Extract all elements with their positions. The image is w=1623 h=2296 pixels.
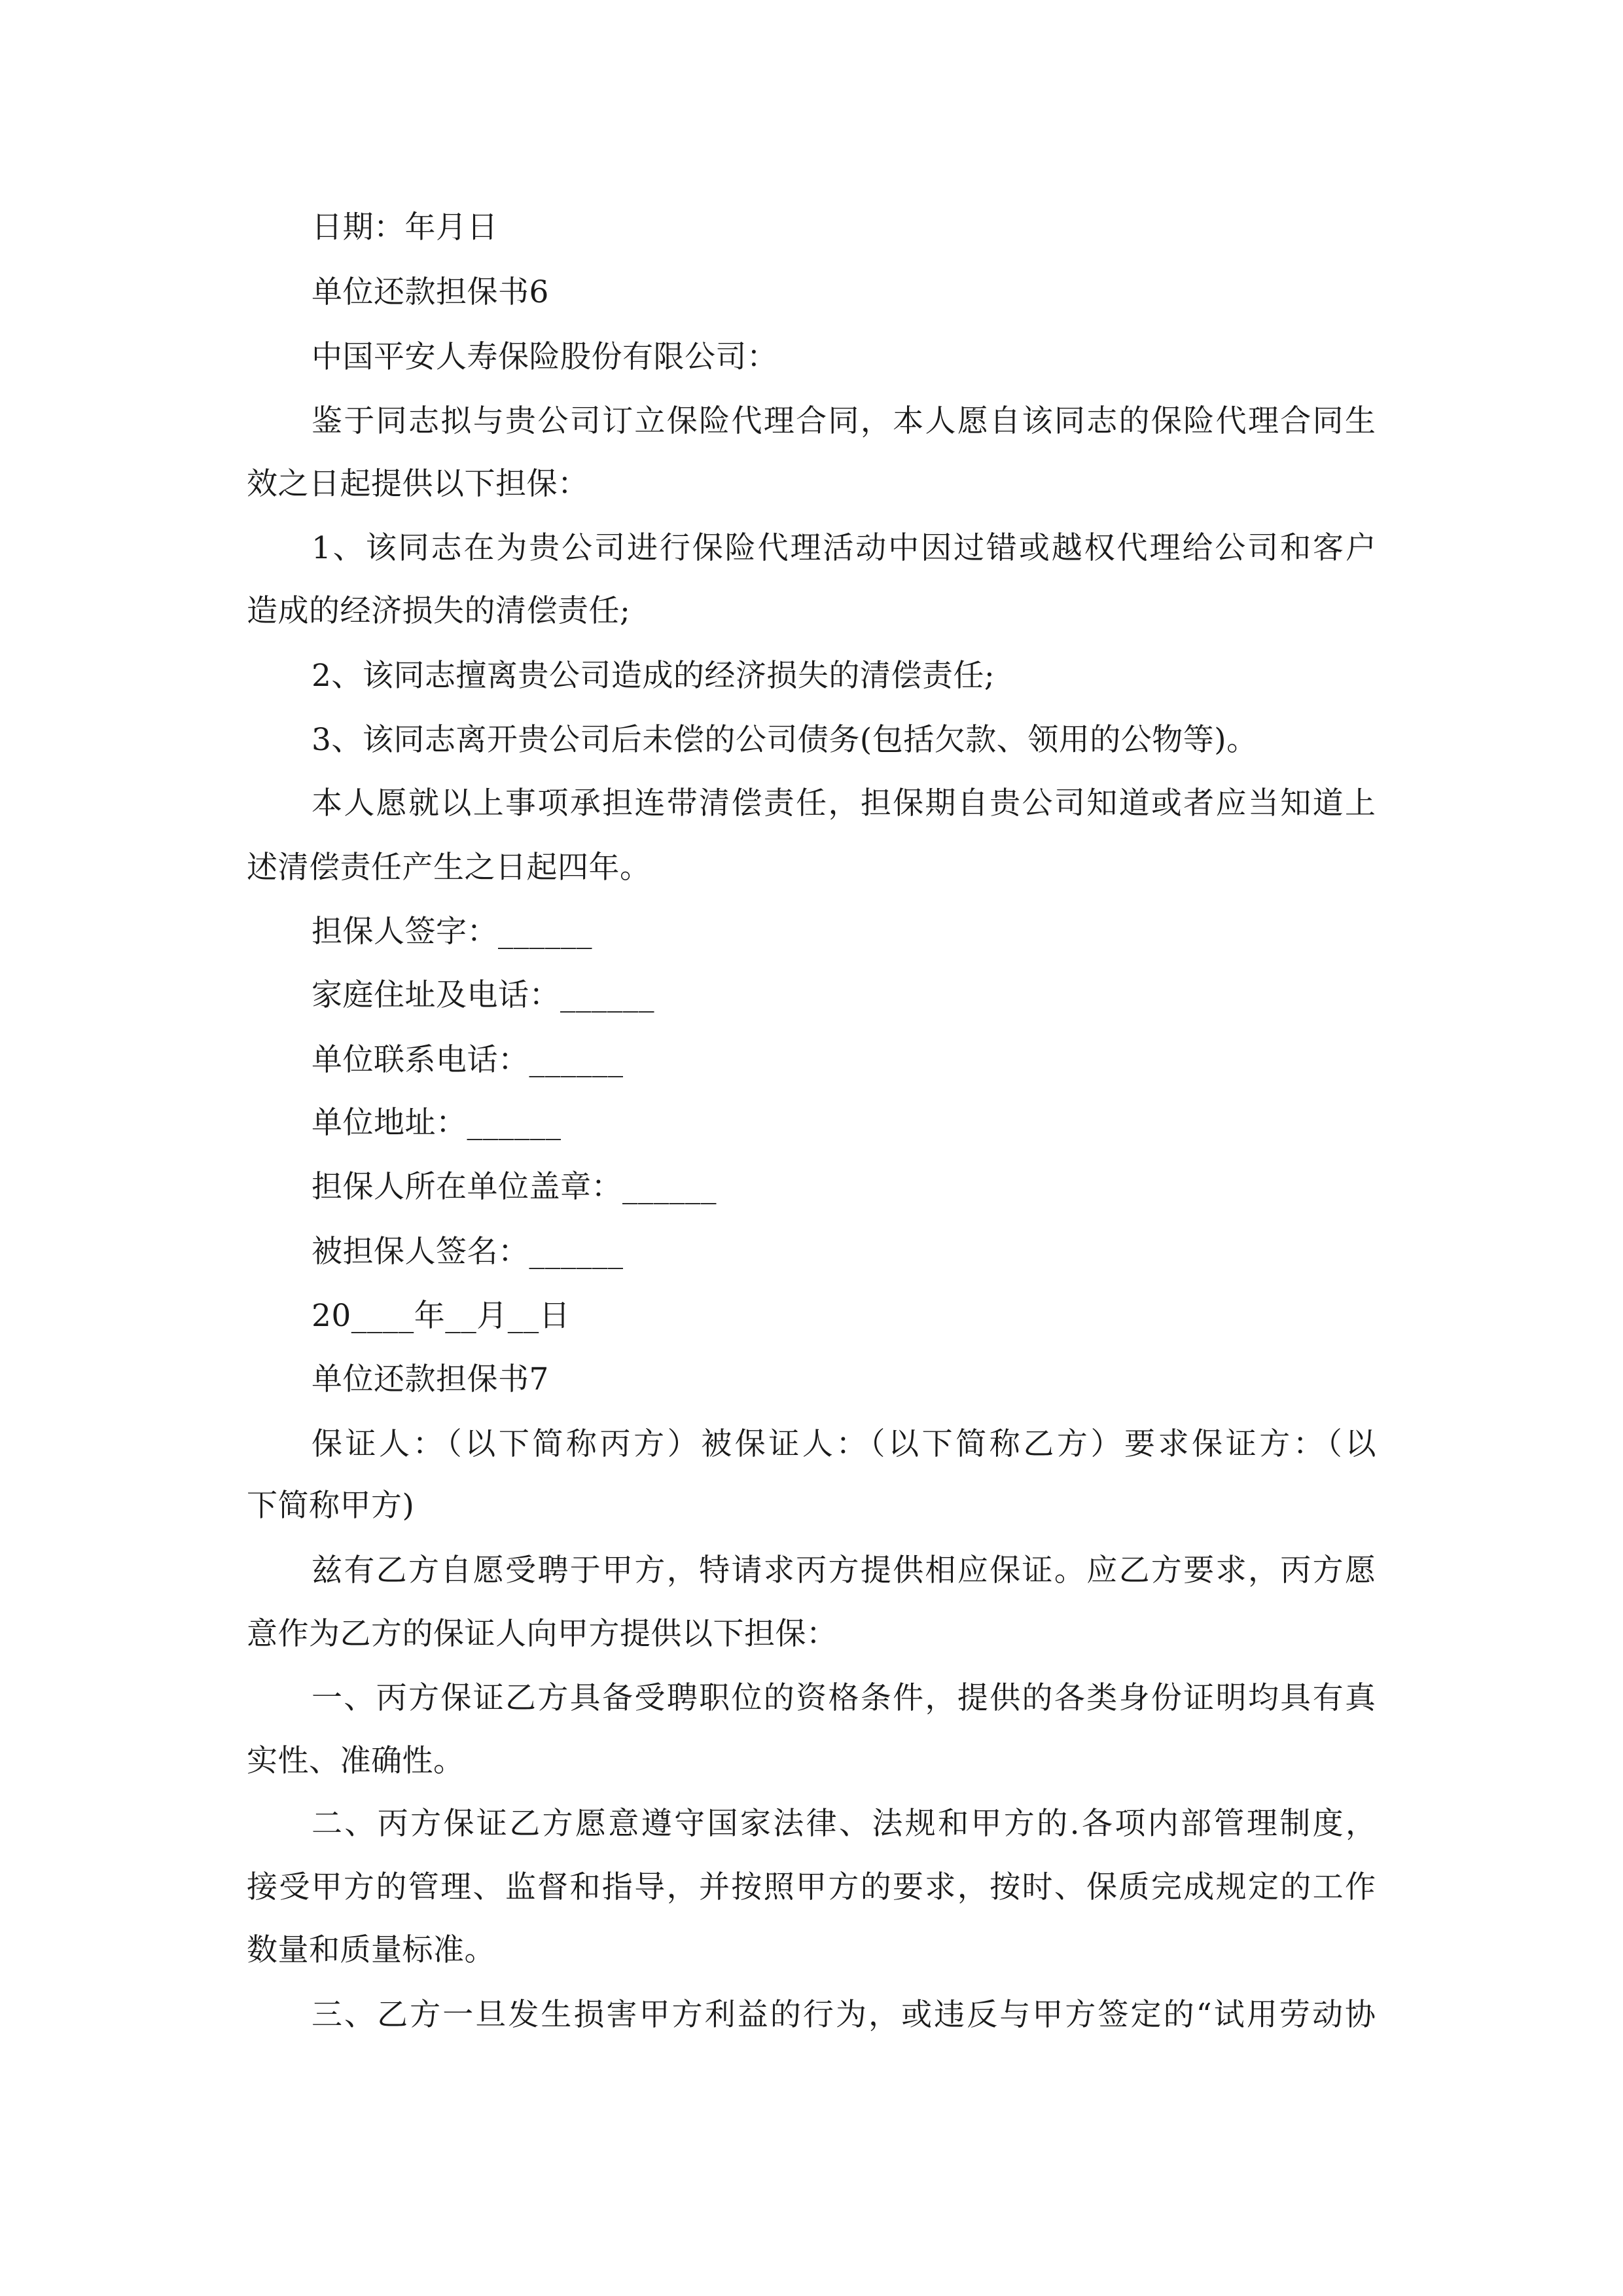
unit-address-field: 单位地址：______ (312, 1105, 562, 1141)
paragraph-line: 保证人：（以下简称丙方）被保证人：（以下简称乙方）要求保证方：（以 (312, 1426, 1380, 1462)
paragraph-line: 鉴于同志拟与贵公司订立保险代理合同，本人愿自该同志的保险代理合同生 (312, 403, 1378, 439)
guaranteed-signature-field: 被担保人签名：______ (312, 1234, 624, 1270)
paragraph-line: 本人愿就以上事项承担连带清偿责任，担保期自贵公司知道或者应当知道上 (312, 785, 1378, 821)
unit-phone-field: 单位联系电话：______ (312, 1042, 624, 1078)
paragraph-line: 数量和质量标准。 (247, 1932, 495, 1968)
paragraph-line: 下简称甲方) (247, 1488, 415, 1524)
unit-seal-field: 担保人所在单位盖章：______ (312, 1169, 717, 1205)
paragraph-line: 2、该同志擅离贵公司造成的经济损失的清偿责任; (312, 658, 995, 694)
paragraph-line: 二、丙方保证乙方愿意遵守国家法律、法规和甲方的.各项内部管理制度， (312, 1806, 1379, 1842)
paragraph-line: 效之日起提供以下担保： (247, 466, 589, 502)
section-title-6: 单位还款担保书6 (312, 274, 549, 310)
date-field: 20____年__月__日 (312, 1298, 571, 1334)
guarantor-signature-field: 担保人签字：______ (312, 914, 592, 950)
paragraph-line: 意作为乙方的保证人向甲方提供以下担保： (247, 1616, 838, 1652)
paragraph-line: 三、乙方一旦发生损害甲方利益的行为，或违反与甲方签定的“试用劳动协 (312, 1997, 1378, 2033)
section-title-7: 单位还款担保书7 (312, 1361, 549, 1397)
paragraph-line: 实性、准确性。 (247, 1743, 465, 1779)
addressee: 中国平安人寿保险股份有限公司： (312, 339, 778, 375)
paragraph-line: 接受甲方的管理、监督和指导，并按照甲方的要求，按时、保质完成规定的工作 (247, 1869, 1378, 1905)
paragraph-line: 3、该同志离开贵公司后未偿的公司债务(包括欠款、领用的公物等)。 (312, 722, 1258, 758)
paragraph-line: 述清偿责任产生之日起四年。 (247, 850, 651, 886)
paragraph-line: 造成的经济损失的清偿责任; (247, 593, 631, 629)
paragraph-line: 1、该同志在为贵公司进行保险代理活动中因过错或越权代理给公司和客户 (312, 530, 1378, 566)
date-line: 日期：年月日 (312, 209, 498, 245)
home-address-field: 家庭住址及电话：______ (312, 977, 654, 1013)
paragraph-line: 一、丙方保证乙方具备受聘职位的资格条件，提供的各类身份证明均具有真 (312, 1680, 1378, 1716)
paragraph-line: 兹有乙方自愿受聘于甲方，特请求丙方提供相应保证。应乙方要求，丙方愿 (312, 1552, 1378, 1588)
